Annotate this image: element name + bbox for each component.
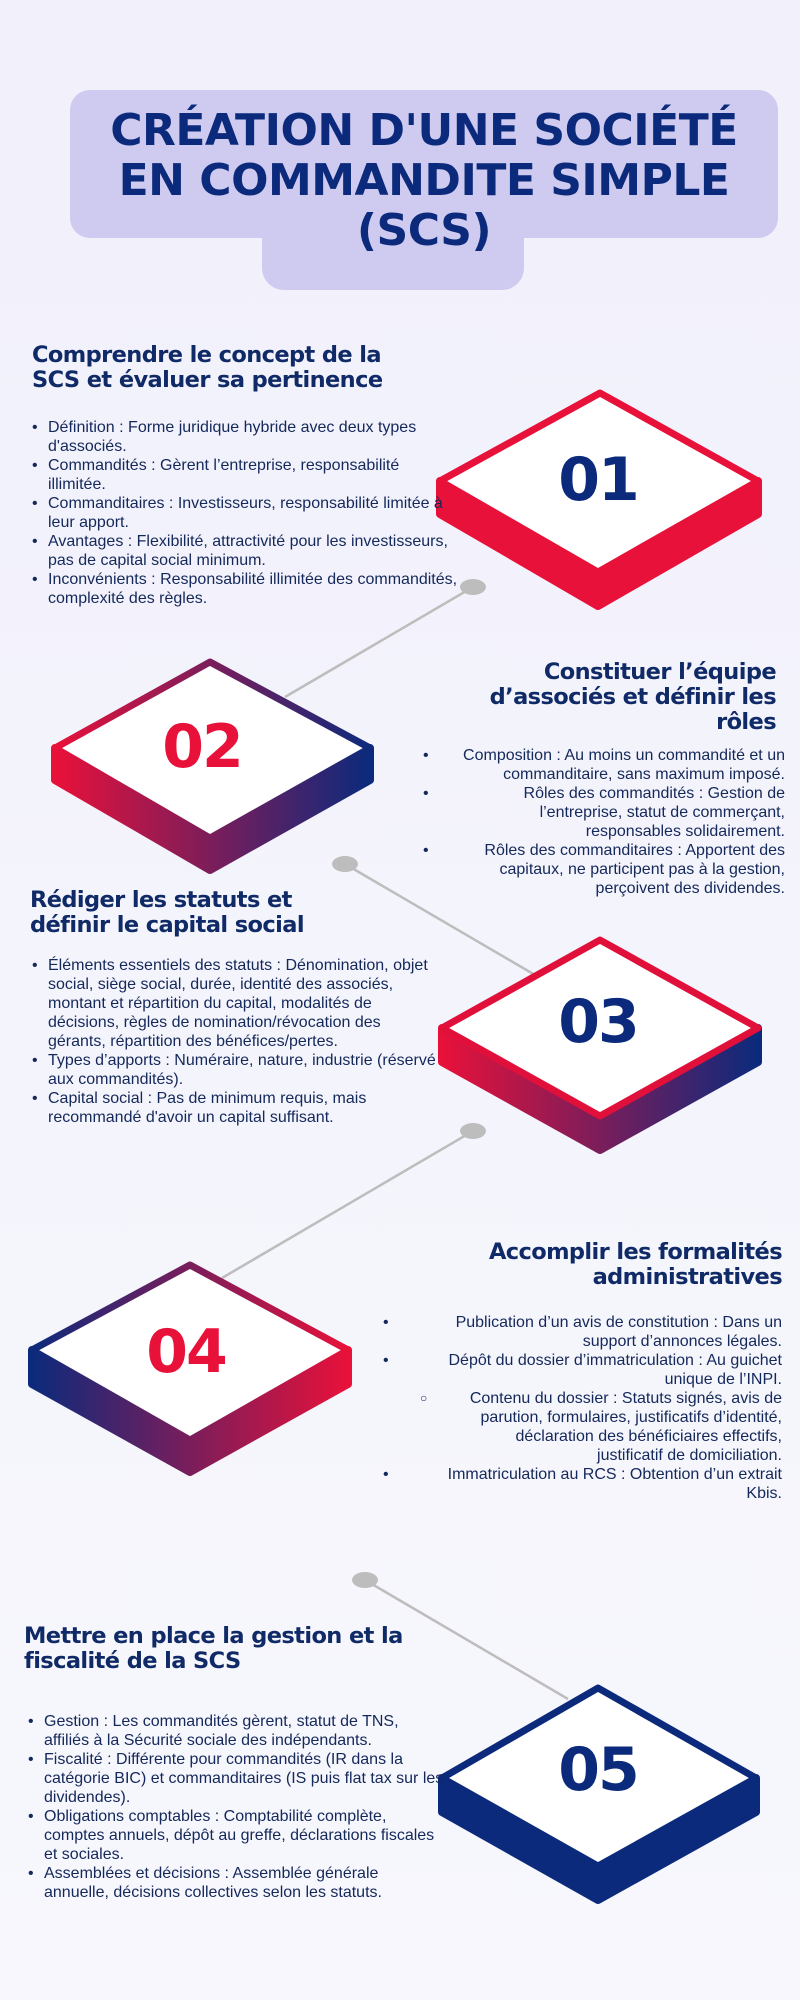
list-item: • Commanditaires : Investisseurs, responsabilité limitée à leur apport. <box>30 494 460 532</box>
step-title-03-line: Rédiger les statuts et <box>30 887 292 913</box>
list-item: • Fiscalité : Différente pour commandités (IR dans la catégorie BIC) et commanditaires (IS puis flat tax sur les dividendes). <box>26 1750 446 1807</box>
step-number-02: 02 <box>162 712 242 782</box>
step-title-05 <box>24 1624 444 1674</box>
step-title-04-line: administratives <box>592 1264 782 1290</box>
list-item: • Rôles des commanditaires : Apportent des capitaux, ne participent pas à la gestion, perçoivent des dividendes. <box>415 841 785 898</box>
title-line-1: CRÉATION D'UNE SOCIÉTÉ <box>110 105 738 156</box>
step-number-01: 01 <box>558 445 638 515</box>
title-line-2: EN COMMANDITE SIMPLE <box>118 155 730 206</box>
step-title-05-line: Mettre en place la gestion et la <box>24 1623 403 1649</box>
step-title-02-line: d’associés et définir les <box>489 684 776 710</box>
list-item: • Avantages : Flexibilité, attractivité pour les investisseurs, pas de capital social minimum. <box>30 532 460 570</box>
step-title-03-line: définir le capital social <box>30 912 304 938</box>
list-item: • Inconvénients : Responsabilité illimitée des commandités, complexité des règles. <box>30 570 460 608</box>
list-item: • Éléments essentiels des statuts : Dénomination, objet social, siège social, durée, identité des associés, montant et répartition du capital, modalités de décisions, règles de nomination/révocation des gérants, répartition des bénéfices/pertes. <box>30 956 440 1051</box>
title-line-3: (SCS) <box>356 205 492 256</box>
step-title-02 <box>470 660 776 735</box>
list-item: • Obligations comptables : Comptabilité complète, comptes annuels, dépôt au greffe, déclarations fiscales et sociales. <box>26 1807 446 1864</box>
step-title-02-line: Constituer l’équipe <box>543 659 776 685</box>
step-title-04-line: Accomplir les formalités <box>488 1239 782 1265</box>
step-list-01 <box>30 418 460 608</box>
list-item: • Composition : Au moins un commandité et un commanditaire, sans maximum imposé. <box>415 746 785 784</box>
step-list-04 <box>375 1313 782 1503</box>
step-title-01-line: Comprendre le concept de la <box>32 342 381 368</box>
step-number-04: 04 <box>146 1317 226 1387</box>
step-title-01-line: SCS et évaluer sa pertinence <box>32 367 383 393</box>
list-item: • Rôles des commandités : Gestion de l’entreprise, statut de commerçant, responsables solidairement. <box>415 784 785 841</box>
step-list-03 <box>30 956 440 1127</box>
list-item: • Assemblées et décisions : Assemblée générale annuelle, décisions collectives selon les statuts. <box>26 1864 446 1902</box>
step-number-05: 05 <box>558 1735 638 1805</box>
list-item: • Types d’apports : Numéraire, nature, industrie (réservé aux commandités). <box>30 1051 440 1089</box>
list-subitem: ○ Contenu du dossier : Statuts signés, avis de parution, formulaires, justificatifs d’identité, déclaration des bénéficiaires effectifs, justificatif de domiciliation. <box>375 1389 782 1465</box>
step-number-03: 03 <box>558 987 638 1057</box>
list-item: • Immatriculation au RCS : Obtention d’un extrait Kbis. <box>375 1465 782 1503</box>
step-list-02 <box>415 746 785 898</box>
step-title-04 <box>440 1240 782 1290</box>
list-item: • Gestion : Les commandités gèrent, statut de TNS, affiliés à la Sécurité sociale des indépendants. <box>26 1712 446 1750</box>
step-title-01 <box>32 343 432 393</box>
list-item: • Dépôt du dossier d’immatriculation : Au guichet unique de l’INPI. <box>375 1351 782 1389</box>
list-item: • Publication d’un avis de constitution : Dans un support d’annonces légales. <box>375 1313 782 1351</box>
list-item: • Définition : Forme juridique hybride avec deux types d'associés. <box>30 418 460 456</box>
step-title-05-line: fiscalité de la SCS <box>24 1648 241 1674</box>
step-title-02-line: rôles <box>716 709 776 735</box>
step-title-03 <box>30 888 410 938</box>
list-item: • Commandités : Gèrent l’entreprise, responsabilité illimitée. <box>30 456 460 494</box>
step-list-05 <box>26 1712 446 1902</box>
list-item: • Capital social : Pas de minimum requis, mais recommandé d'avoir un capital suffisant. <box>30 1089 440 1127</box>
